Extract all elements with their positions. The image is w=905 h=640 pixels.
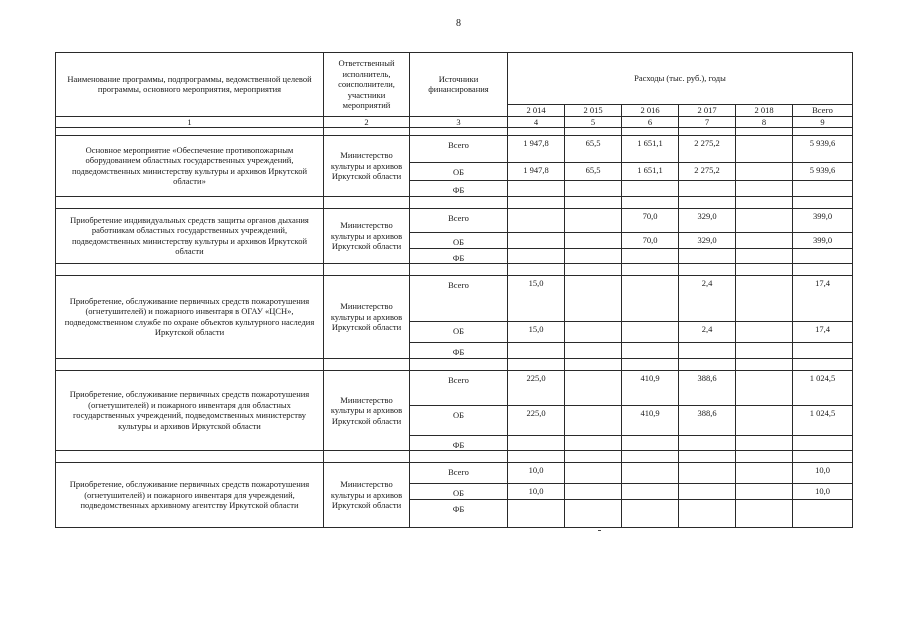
measure-name: Основное мероприятие «Обеспечение противопожарным оборудованием областных государственных учреждений, подведомственных министерству культуры и архивов Иркутской области»	[56, 136, 324, 197]
spacer-cell	[324, 451, 410, 463]
expense-cell	[508, 232, 565, 248]
expense-cell	[565, 405, 622, 435]
spacer-cell	[565, 451, 622, 463]
expense-cell: 1 947,8	[508, 136, 565, 163]
total-cell	[793, 343, 853, 359]
col-number: 1	[56, 116, 324, 128]
expense-cell: 225,0	[508, 405, 565, 435]
expense-cell: 1 651,1	[622, 163, 679, 181]
responsible-executor: Министерство культуры и архивов Иркутской области	[324, 208, 410, 264]
spacer-cell	[324, 358, 410, 370]
spacer-cell	[622, 264, 679, 276]
funding-source: ОБ	[410, 163, 508, 181]
expense-cell	[679, 343, 736, 359]
spacer-cell	[56, 451, 324, 463]
expense-cell	[622, 248, 679, 264]
expense-cell	[565, 343, 622, 359]
total-cell	[793, 499, 853, 527]
expense-cell	[736, 208, 793, 232]
spacer-cell	[793, 196, 853, 208]
expense-cell	[508, 343, 565, 359]
funding-source: ФБ	[410, 435, 508, 451]
expense-cell	[736, 232, 793, 248]
expense-cell: 1 947,8	[508, 163, 565, 181]
spacer-cell	[793, 358, 853, 370]
year-header: 2 017	[679, 105, 736, 117]
spacer-row	[56, 196, 853, 208]
spacer-row	[56, 358, 853, 370]
spacer-cell	[410, 358, 508, 370]
measure-name: Приобретение, обслуживание первичных средств пожаротушения (огнетушителей) и пожарного инвентаря для учреждений, подведомственных архивному агентству Иркутской области	[56, 463, 324, 528]
spacer-cell	[622, 451, 679, 463]
spacer-cell	[679, 264, 736, 276]
expense-cell	[565, 208, 622, 232]
expense-cell	[736, 435, 793, 451]
col-number: 6	[622, 116, 679, 128]
spacer-cell	[565, 196, 622, 208]
funding-source: ФБ	[410, 499, 508, 527]
expense-cell: 2,4	[679, 276, 736, 322]
expense-cell	[736, 499, 793, 527]
table-row	[56, 370, 853, 405]
spacer-cell	[508, 451, 565, 463]
spacer-cell	[565, 264, 622, 276]
spacer-cell	[565, 128, 622, 136]
expense-cell	[622, 181, 679, 197]
total-cell: 5 939,6	[793, 136, 853, 163]
spacer-cell	[410, 451, 508, 463]
total-cell	[793, 435, 853, 451]
expense-cell	[565, 322, 622, 343]
spacer-cell	[679, 196, 736, 208]
spacer-cell	[622, 128, 679, 136]
page-number: 8	[456, 18, 461, 29]
expense-cell: 388,6	[679, 405, 736, 435]
expense-cell: 15,0	[508, 322, 565, 343]
expense-cell: 410,9	[622, 370, 679, 405]
header-responsible: Ответственный исполнитель, соисполнители, участники мероприятий	[324, 53, 410, 117]
expense-cell	[565, 499, 622, 527]
total-cell: 17,4	[793, 276, 853, 322]
expense-cell	[736, 343, 793, 359]
table-row	[56, 276, 853, 322]
expense-cell	[508, 181, 565, 197]
expense-cell	[622, 322, 679, 343]
responsible-executor: Министерство культуры и архивов Иркутской области	[324, 370, 410, 451]
total-cell: 1 024,5	[793, 370, 853, 405]
col-number: 9	[793, 116, 853, 128]
expense-cell: 70,0	[622, 232, 679, 248]
expense-cell	[622, 435, 679, 451]
spacer-row	[56, 128, 853, 136]
funding-source: ФБ	[410, 343, 508, 359]
expense-cell	[508, 208, 565, 232]
spacer-cell	[736, 451, 793, 463]
expense-cell	[622, 499, 679, 527]
expense-cell: 410,9	[622, 405, 679, 435]
funding-source: ОБ	[410, 322, 508, 343]
expense-cell	[565, 435, 622, 451]
expense-cell	[508, 248, 565, 264]
expense-cell: 65,5	[565, 163, 622, 181]
expense-cell	[736, 322, 793, 343]
spacer-cell	[56, 264, 324, 276]
funding-source: Всего	[410, 463, 508, 484]
funding-source: ОБ	[410, 484, 508, 500]
total-header: Всего	[793, 105, 853, 117]
expense-cell	[622, 484, 679, 500]
spacer-cell	[565, 358, 622, 370]
total-cell: 5 939,6	[793, 163, 853, 181]
spacer-cell	[622, 358, 679, 370]
spacer-cell	[679, 451, 736, 463]
spacer-cell	[736, 264, 793, 276]
scan-speck	[598, 530, 601, 531]
expense-cell	[736, 276, 793, 322]
spacer-cell	[508, 196, 565, 208]
expense-cell	[679, 463, 736, 484]
expense-cell	[622, 276, 679, 322]
spacer-cell	[679, 128, 736, 136]
expense-cell: 2 275,2	[679, 163, 736, 181]
spacer-cell	[324, 128, 410, 136]
expense-cell: 1 651,1	[622, 136, 679, 163]
spacer-cell	[793, 128, 853, 136]
funding-source: Всего	[410, 208, 508, 232]
expense-cell	[565, 232, 622, 248]
responsible-executor: Министерство культуры и архивов Иркутской области	[324, 463, 410, 528]
funding-source: ОБ	[410, 232, 508, 248]
year-header: 2 018	[736, 105, 793, 117]
total-cell: 10,0	[793, 484, 853, 500]
expense-cell: 10,0	[508, 484, 565, 500]
expense-cell	[736, 370, 793, 405]
funding-source: ФБ	[410, 181, 508, 197]
header-sources: Источники финансирования	[410, 53, 508, 117]
funding-source: Всего	[410, 370, 508, 405]
measure-name: Приобретение, обслуживание первичных средств пожаротушения (огнетушителей) и пожарного инвентаря в ОГАУ «ЦСН», подведомственном службе по охране объектов культурного наследия Иркутской области	[56, 276, 324, 359]
expense-cell: 65,5	[565, 136, 622, 163]
expense-cell	[679, 248, 736, 264]
header-name: Наименование программы, подпрограммы, ведомственной целевой программы, основного мероприятия, мероприятия	[56, 53, 324, 117]
expense-cell	[565, 181, 622, 197]
measure-name: Приобретение индивидуальных средств защиты органов дыхания работникам областных государственных учреждений, подведомственных министерству культуры и архивов Иркутской области	[56, 208, 324, 264]
funding-source: Всего	[410, 276, 508, 322]
col-number: 8	[736, 116, 793, 128]
spacer-cell	[324, 196, 410, 208]
total-cell: 399,0	[793, 208, 853, 232]
year-header: 2 014	[508, 105, 565, 117]
expense-cell: 329,0	[679, 208, 736, 232]
expense-cell	[679, 435, 736, 451]
spacer-cell	[793, 264, 853, 276]
expense-cell	[622, 463, 679, 484]
funding-source: Всего	[410, 136, 508, 163]
expense-cell	[508, 435, 565, 451]
funding-source: ОБ	[410, 405, 508, 435]
total-cell: 17,4	[793, 322, 853, 343]
spacer-cell	[56, 196, 324, 208]
expense-cell	[736, 163, 793, 181]
col-number: 4	[508, 116, 565, 128]
spacer-cell	[410, 128, 508, 136]
expense-cell	[736, 484, 793, 500]
expense-cell: 388,6	[679, 370, 736, 405]
expense-cell	[736, 181, 793, 197]
header-expenses: Расходы (тыс. руб.), годы	[508, 53, 853, 105]
total-cell: 10,0	[793, 463, 853, 484]
total-cell	[793, 181, 853, 197]
spacer-cell	[736, 128, 793, 136]
expense-cell	[679, 499, 736, 527]
expense-cell: 2 275,2	[679, 136, 736, 163]
spacer-cell	[410, 264, 508, 276]
spacer-row	[56, 451, 853, 463]
expense-cell	[679, 484, 736, 500]
responsible-executor: Министерство культуры и архивов Иркутской области	[324, 136, 410, 197]
expense-cell	[736, 248, 793, 264]
col-number: 3	[410, 116, 508, 128]
col-number: 2	[324, 116, 410, 128]
program-expenses-table	[55, 52, 853, 528]
total-cell: 1 024,5	[793, 405, 853, 435]
col-number: 5	[565, 116, 622, 128]
spacer-cell	[736, 358, 793, 370]
spacer-cell	[508, 128, 565, 136]
expense-cell	[508, 499, 565, 527]
col-number: 7	[679, 116, 736, 128]
year-header: 2 016	[622, 105, 679, 117]
spacer-cell	[410, 196, 508, 208]
expense-cell: 15,0	[508, 276, 565, 322]
expense-cell	[622, 343, 679, 359]
total-cell: 399,0	[793, 232, 853, 248]
measure-name: Приобретение, обслуживание первичных средств пожаротушения (огнетушителей) и пожарного инвентаря для областных государственных учреждений, подведомственных министерству культуры и архивов Иркутской области	[56, 370, 324, 451]
expense-cell: 70,0	[622, 208, 679, 232]
spacer-cell	[622, 196, 679, 208]
spacer-cell	[56, 358, 324, 370]
expense-cell: 2,4	[679, 322, 736, 343]
spacer-cell	[508, 264, 565, 276]
expense-cell: 329,0	[679, 232, 736, 248]
expense-cell	[736, 463, 793, 484]
expense-cell	[679, 181, 736, 197]
expense-cell	[736, 136, 793, 163]
spacer-cell	[736, 196, 793, 208]
table-row	[56, 136, 853, 163]
expense-cell: 10,0	[508, 463, 565, 484]
spacer-cell	[793, 451, 853, 463]
spacer-cell	[508, 358, 565, 370]
year-header: 2 015	[565, 105, 622, 117]
expense-cell	[565, 370, 622, 405]
table-row	[56, 463, 853, 484]
spacer-cell	[679, 358, 736, 370]
expense-cell	[565, 463, 622, 484]
expense-cell	[565, 248, 622, 264]
funding-source: ФБ	[410, 248, 508, 264]
expense-cell	[565, 484, 622, 500]
expense-cell: 225,0	[508, 370, 565, 405]
responsible-executor: Министерство культуры и архивов Иркутской области	[324, 276, 410, 359]
spacer-cell	[324, 264, 410, 276]
expense-cell	[565, 276, 622, 322]
expense-cell	[736, 405, 793, 435]
total-cell	[793, 248, 853, 264]
spacer-cell	[56, 128, 324, 136]
table-row	[56, 208, 853, 232]
spacer-row	[56, 264, 853, 276]
